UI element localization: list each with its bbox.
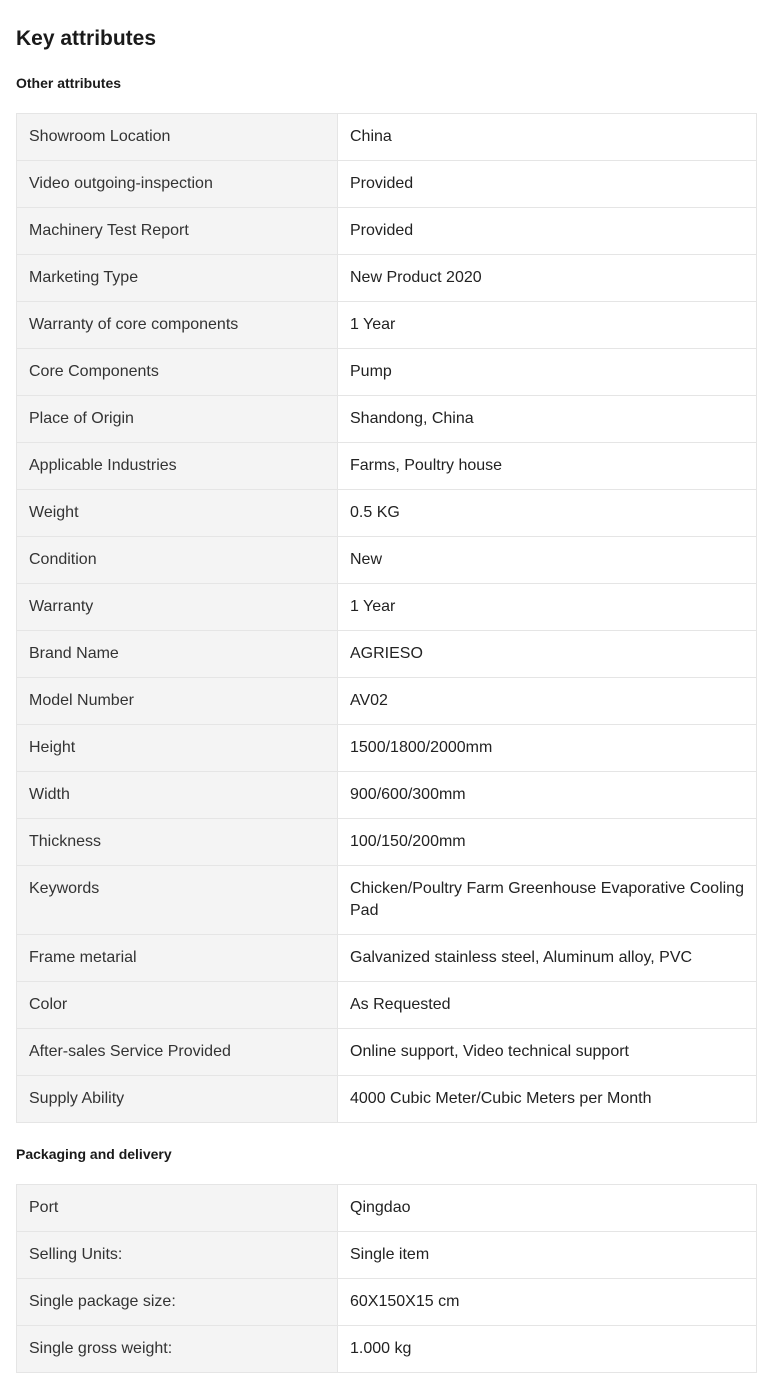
attribute-key: Keywords: [17, 866, 338, 935]
attribute-value: Online support, Video technical support: [338, 1029, 757, 1076]
attribute-row: [17, 490, 757, 537]
attribute-row: [17, 1029, 757, 1076]
attribute-row: [17, 396, 757, 443]
attribute-value: AV02: [338, 678, 757, 725]
attribute-key: Thickness: [17, 819, 338, 866]
attribute-value: 1 Year: [338, 584, 757, 631]
attribute-row: [17, 982, 757, 1029]
attribute-row: [17, 208, 757, 255]
attribute-value: As Requested: [338, 982, 757, 1029]
attribute-row: [17, 161, 757, 208]
attribute-value: New Product 2020: [338, 255, 757, 302]
packaging-key: Selling Units:: [17, 1232, 338, 1279]
attribute-value: Galvanized stainless steel, Aluminum alloy, PVC: [338, 935, 757, 982]
packaging-value: Single item: [338, 1232, 757, 1279]
page-title: Key attributes: [16, 27, 157, 50]
packaging-delivery-table: [16, 1184, 757, 1373]
packaging-row: [17, 1232, 757, 1279]
attribute-value: Farms, Poultry house: [338, 443, 757, 490]
attribute-key: Warranty: [17, 584, 338, 631]
attribute-key: Marketing Type: [17, 255, 338, 302]
packaging-value: 1.000 kg: [338, 1326, 757, 1373]
attribute-key: Model Number: [17, 678, 338, 725]
attribute-row: [17, 255, 757, 302]
attribute-value: Provided: [338, 208, 757, 255]
attribute-row: [17, 678, 757, 725]
attribute-row: [17, 772, 757, 819]
attribute-row: [17, 631, 757, 678]
attribute-row: [17, 114, 757, 161]
attribute-value: 100/150/200mm: [338, 819, 757, 866]
other-attributes-heading: Other attributes: [16, 75, 122, 91]
attribute-key: Applicable Industries: [17, 443, 338, 490]
attribute-key: Core Components: [17, 349, 338, 396]
other-attributes-body: [17, 114, 757, 1123]
attribute-value: 1 Year: [338, 302, 757, 349]
attribute-key: Machinery Test Report: [17, 208, 338, 255]
attribute-row: [17, 819, 757, 866]
attribute-value: Pump: [338, 349, 757, 396]
attribute-row: [17, 866, 757, 935]
attribute-value: 1500/1800/2000mm: [338, 725, 757, 772]
attribute-value: Provided: [338, 161, 757, 208]
packaging-key: Port: [17, 1185, 338, 1232]
packaging-delivery-body: [17, 1185, 757, 1373]
other-attributes-table: [16, 113, 757, 1123]
packaging-delivery-heading: Packaging and delivery: [16, 1146, 172, 1162]
attribute-key: Frame metarial: [17, 935, 338, 982]
attribute-key: Width: [17, 772, 338, 819]
attribute-value: 4000 Cubic Meter/Cubic Meters per Month: [338, 1076, 757, 1123]
attribute-key: Height: [17, 725, 338, 772]
attribute-row: [17, 935, 757, 982]
attribute-key: Supply Ability: [17, 1076, 338, 1123]
attribute-key: Warranty of core components: [17, 302, 338, 349]
attribute-row: [17, 349, 757, 396]
attribute-key: Video outgoing-inspection: [17, 161, 338, 208]
packaging-key: Single package size:: [17, 1279, 338, 1326]
packaging-value: Qingdao: [338, 1185, 757, 1232]
attribute-key: Brand Name: [17, 631, 338, 678]
packaging-value: 60X150X15 cm: [338, 1279, 757, 1326]
attribute-row: [17, 537, 757, 584]
packaging-row: [17, 1185, 757, 1232]
attribute-key: Color: [17, 982, 338, 1029]
attribute-value: Chicken/Poultry Farm Greenhouse Evaporative Cooling Pad: [338, 866, 757, 935]
attribute-key: After-sales Service Provided: [17, 1029, 338, 1076]
attribute-value: 900/600/300mm: [338, 772, 757, 819]
packaging-key: Single gross weight:: [17, 1326, 338, 1373]
attribute-key: Place of Origin: [17, 396, 338, 443]
attribute-value: 0.5 KG: [338, 490, 757, 537]
attribute-value: China: [338, 114, 757, 161]
attribute-key: Showroom Location: [17, 114, 338, 161]
attribute-row: [17, 1076, 757, 1123]
packaging-row: [17, 1279, 757, 1326]
attribute-value: AGRIESO: [338, 631, 757, 678]
attribute-row: [17, 725, 757, 772]
attribute-key: Weight: [17, 490, 338, 537]
attribute-row: [17, 443, 757, 490]
attribute-row: [17, 302, 757, 349]
packaging-row: [17, 1326, 757, 1373]
attribute-row: [17, 584, 757, 631]
attribute-key: Condition: [17, 537, 338, 584]
attribute-value: New: [338, 537, 757, 584]
attribute-value: Shandong, China: [338, 396, 757, 443]
